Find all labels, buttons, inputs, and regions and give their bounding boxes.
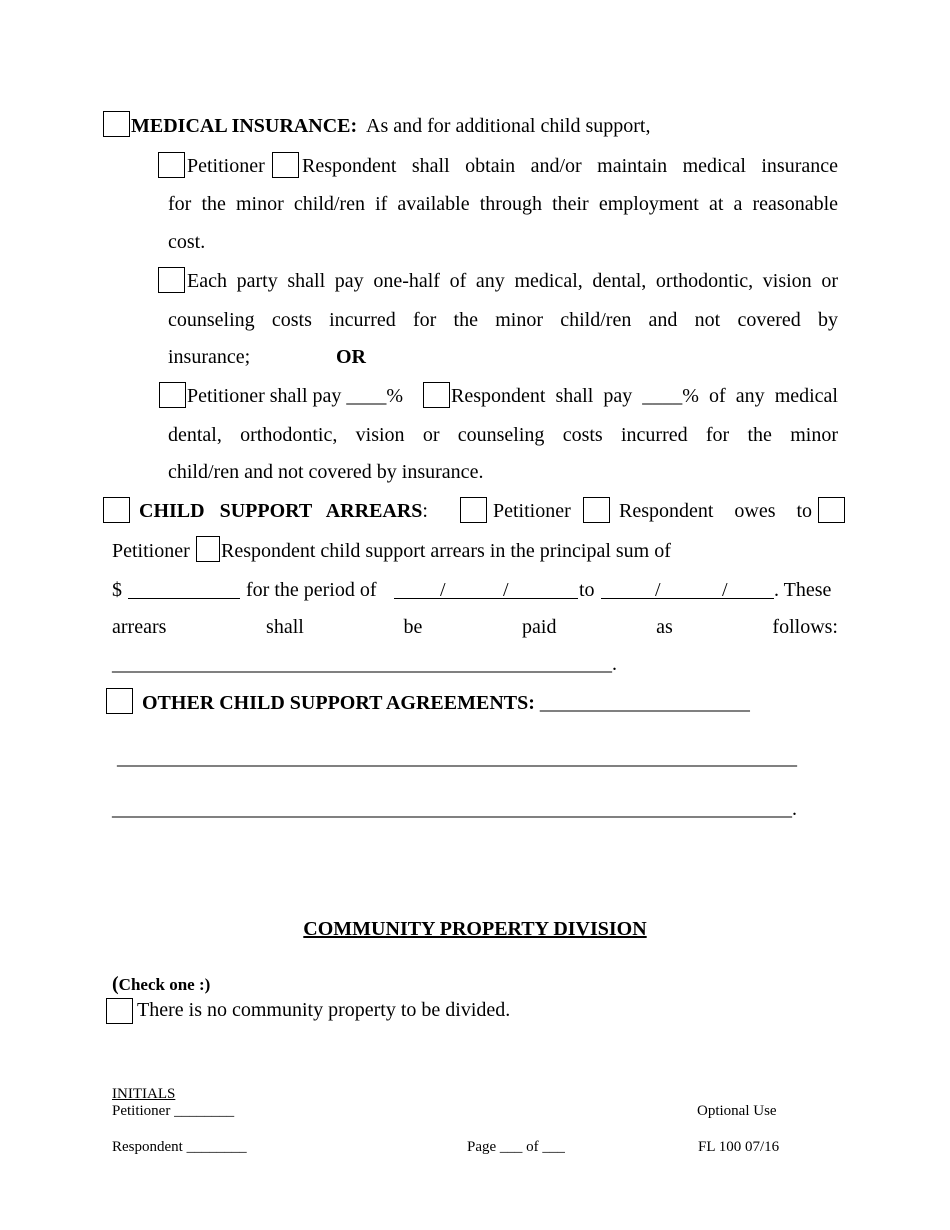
period-end-date-blank[interactable] — [601, 580, 774, 599]
period-start-slash-1: / — [440, 579, 446, 601]
medical-option3-line3: child/ren and not covered by insurance. — [168, 461, 484, 483]
arrears-respondent-owes-to: Respondent owes to — [619, 500, 812, 522]
no-community-property-label: There is no community property to be divided. — [137, 999, 511, 1021]
medical-option3-petitioner-text: Petitioner shall pay ____% — [187, 385, 404, 407]
arrears-payment-line: arrears shall be paid as follows: — [112, 616, 838, 638]
petitioner-initials[interactable]: Petitioner ________ — [112, 1103, 235, 1119]
medical-insurance-heading: MEDICAL INSURANCE: — [131, 115, 358, 137]
these-label: . These — [774, 579, 832, 601]
initials-label: INITIALS — [112, 1086, 176, 1102]
medical-heading-line — [131, 114, 650, 138]
arrears-owed-to-respondent-checkbox[interactable] — [196, 536, 220, 562]
community-property-title: COMMUNITY PROPERTY DIVISION — [303, 918, 647, 940]
other-agreements-blank-3[interactable]: ____________________________________________________________________. — [112, 798, 797, 820]
medical-option2-line2: counseling costs incurred for the minor child/ren and not covered by — [168, 309, 838, 331]
medical-petitioner-checkbox[interactable] — [158, 152, 185, 178]
medical-option2-line3: insurance; — [168, 346, 251, 368]
medical-option1-line2: for the minor child/ren if available through their employment at a reasonable — [168, 193, 838, 215]
arrears-line2-text: Respondent child support arrears in the principal sum of — [221, 540, 671, 562]
other-agreements-blank-1[interactable]: _____________________ — [539, 692, 750, 714]
period-start-slash-2: / — [503, 579, 509, 601]
arrears-owed-to-petitioner-checkbox[interactable] — [818, 497, 845, 523]
arrears-heading-wrap — [139, 499, 428, 523]
other-heading-line — [142, 691, 750, 715]
check-one-instruction — [112, 973, 210, 996]
arrears-heading: CHILD SUPPORT ARREARS — [139, 500, 423, 522]
arrears-petitioner-label: Petitioner — [493, 500, 571, 522]
arrears-payment-blank[interactable]: __________________________________________________. — [112, 653, 617, 675]
other-agreements-heading: OTHER CHILD SUPPORT AGREEMENTS: — [142, 692, 535, 714]
medical-percentage-respondent-checkbox[interactable] — [423, 382, 450, 408]
medical-percentage-petitioner-checkbox[interactable] — [159, 382, 186, 408]
arrears-respondent-checkbox[interactable] — [583, 497, 610, 523]
page-number: Page ___ of ___ — [467, 1139, 565, 1155]
medical-option3-respondent-text: Respondent shall pay ____% of any medical — [451, 385, 838, 407]
no-community-property-checkbox[interactable] — [106, 998, 133, 1024]
medical-option1-line1: Respondent shall obtain and/or maintain medical insurance — [302, 155, 838, 177]
arrears-line2-petitioner: Petitioner — [112, 540, 190, 562]
or-label: OR — [336, 346, 366, 368]
respondent-initials[interactable]: Respondent ________ — [112, 1139, 247, 1155]
medical-insurance-checkbox[interactable] — [103, 111, 130, 137]
period-label: for the period of — [246, 579, 377, 601]
arrears-amount-blank[interactable] — [128, 580, 240, 599]
other-agreements-checkbox[interactable] — [106, 688, 133, 714]
period-end-slash-2: / — [722, 579, 728, 601]
medical-petitioner-label: Petitioner — [187, 155, 265, 177]
medical-option1-line3: cost. — [168, 231, 206, 253]
form-id: FL 100 07/16 — [698, 1139, 780, 1155]
check-one-paren: ( — [112, 973, 119, 995]
medical-option2-line1: Each party shall pay one-half of any medical, dental, orthodontic, vision or — [187, 270, 838, 292]
medical-intro: As and for additional child support, — [366, 115, 651, 137]
medical-option3-line2: dental, orthodontic, vision or counseling costs incurred for the minor — [168, 424, 838, 446]
period-end-slash-1: / — [655, 579, 661, 601]
optional-use-label: Optional Use — [697, 1103, 777, 1119]
arrears-petitioner-checkbox[interactable] — [460, 497, 487, 523]
arrears-checkbox[interactable] — [103, 497, 130, 523]
period-start-date-blank[interactable] — [394, 580, 578, 599]
other-agreements-blank-2[interactable]: ____________________________________________________________________ — [117, 747, 797, 769]
arrears-colon: : — [422, 500, 428, 522]
to-label: to — [579, 579, 595, 601]
check-one-text: Check one :) — [118, 975, 211, 994]
medical-split-checkbox[interactable] — [158, 267, 185, 293]
medical-respondent-checkbox[interactable] — [272, 152, 299, 178]
dollar-sign: $ — [112, 579, 122, 601]
